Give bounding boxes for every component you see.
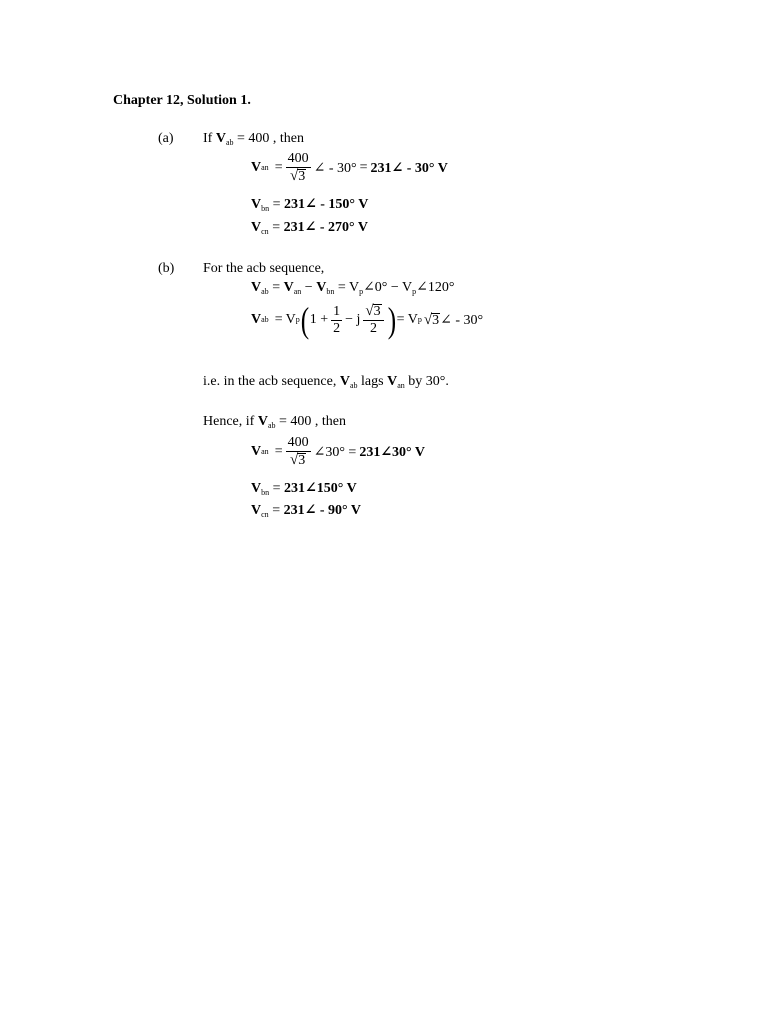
right-paren: ) <box>387 300 396 340</box>
part-b-vab-difference: $V_{ab} = V_{an} - V_{bn}$ = $V_p\angle 0^\circ$ − $V_p\angle 120^\circ$ <box>251 280 455 296</box>
part-a-intro: If $V_{ab} = 400$ , then <box>203 131 305 147</box>
part-b-vbn-equation: $V_{bn}$ = 231∠150° V <box>251 481 357 497</box>
fraction-400-over-root3: 400 √ 3 <box>287 435 309 468</box>
fraction-400-over-root3: 400 √ 3 <box>287 151 309 184</box>
fraction-root3-over-2: √ 3 2 <box>363 304 383 336</box>
part-b-vab-expansion: V ab = V p ( 1 + $\frac{1}{2}$ − j √ 3 2 ) = V p √ 3 ∠ - 30° <box>251 300 484 340</box>
part-a-vbn-equation: $V_{bn}$ = 231∠ - 150° V <box>251 197 369 213</box>
part-b-van-equation: V an = 400 √ 3 ∠30° = 231∠30° V <box>251 435 426 468</box>
part-a-label: (a) <box>158 131 174 146</box>
left-paren: ( <box>300 300 309 340</box>
part-b-hence: Hence, if $V_{ab} = 400$ , then <box>203 414 346 430</box>
part-b-label: (b) <box>158 261 175 276</box>
part-b-conclusion: i.e. in the acb sequence, $V_{ab}$ lags $V_{an}$ by 30°. <box>203 374 449 390</box>
chapter-heading: Chapter 12, Solution 1. <box>113 93 251 108</box>
part-a-van-equation: V an = 400 √ 3 ∠ - 30° = 231∠ - 30° V <box>251 151 448 184</box>
part-a-vcn-equation: $V_{cn}$ = 231∠ - 270° V <box>251 220 368 236</box>
part-b-vcn-equation: $V_{cn}$ = 231∠ - 90° V <box>251 503 361 519</box>
fraction-one-half: $\frac{1}{2}$ <box>333 303 341 336</box>
part-b-intro: For the acb sequence, <box>203 261 325 276</box>
